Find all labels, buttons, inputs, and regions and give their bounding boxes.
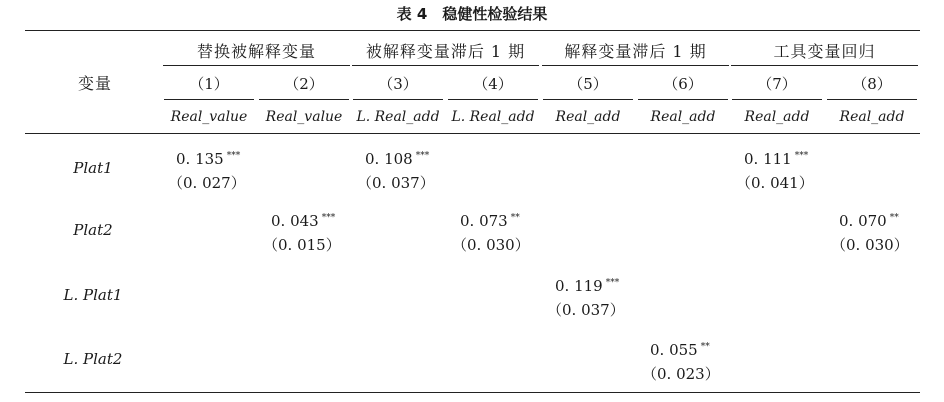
standard-error: （0. 030） <box>452 236 530 254</box>
dependent-var: Real_add <box>839 109 905 125</box>
significance-stars: ** <box>700 342 710 352</box>
coefficient-value: 0. 043 <box>271 212 319 230</box>
header-bottom-rule <box>25 133 920 134</box>
group-header: 被解释变量滞后 1 期 <box>365 42 526 61</box>
top-rule <box>25 30 920 31</box>
column-underline <box>543 99 633 100</box>
column-underline <box>164 99 254 100</box>
coefficient <box>744 150 824 168</box>
group-header: 解释变量滞后 1 期 <box>564 42 707 61</box>
column-underline <box>353 99 443 100</box>
significance-stars: ** <box>510 213 520 223</box>
group-underline <box>731 65 918 66</box>
column-underline <box>732 99 822 100</box>
dependent-var: Real_add <box>744 109 810 125</box>
significance-stars: *** <box>415 151 430 161</box>
column-number: （2） <box>284 75 324 93</box>
dependent-var: Real_add <box>555 109 621 125</box>
coefficient-value: 0. 108 <box>365 150 413 168</box>
significance-stars: *** <box>321 213 336 223</box>
significance-stars: *** <box>605 278 620 288</box>
coefficient-value: 0. 111 <box>744 150 792 168</box>
coefficient <box>650 341 730 359</box>
row-label: L. Plat1 <box>63 286 123 304</box>
bottom-rule <box>25 392 920 393</box>
standard-error: （0. 037） <box>357 174 435 192</box>
significance-stars: *** <box>226 151 241 161</box>
column-number: （7） <box>757 75 797 93</box>
row-label: Plat2 <box>73 221 113 239</box>
standard-error: （0. 027） <box>168 174 246 192</box>
standard-error: （0. 023） <box>642 365 720 383</box>
dependent-var: Real_value <box>265 109 343 125</box>
column-number: （3） <box>378 75 418 93</box>
column-number: （8） <box>852 75 892 93</box>
coefficient <box>839 212 919 230</box>
column-number: （6） <box>663 75 703 93</box>
coefficient-value: 0. 119 <box>555 277 603 295</box>
coefficient-value: 0. 055 <box>650 341 698 359</box>
coefficient-value: 0. 135 <box>176 150 224 168</box>
group-header: 替换被解释变量 <box>196 42 316 61</box>
coefficient <box>555 277 635 295</box>
column-underline <box>827 99 917 100</box>
row-label: Plat1 <box>73 159 113 177</box>
column-underline <box>259 99 349 100</box>
group-underline <box>163 65 350 66</box>
column-number: （1） <box>189 75 229 93</box>
row-label: L. Plat2 <box>63 350 123 368</box>
dependent-var: Real_add <box>650 109 716 125</box>
table-title: 表 4 稳健性检验结果 <box>396 5 548 23</box>
significance-stars: *** <box>794 151 809 161</box>
standard-error: （0. 037） <box>547 301 625 319</box>
column-underline <box>638 99 728 100</box>
coefficient <box>460 212 540 230</box>
coefficient-value: 0. 073 <box>460 212 508 230</box>
standard-error: （0. 041） <box>736 174 814 192</box>
standard-error: （0. 030） <box>831 236 909 254</box>
column-number: （4） <box>473 75 513 93</box>
group-underline <box>352 65 539 66</box>
group-underline <box>542 65 729 66</box>
standard-error: （0. 015） <box>263 236 341 254</box>
coefficient <box>271 212 351 230</box>
significance-stars: ** <box>889 213 899 223</box>
dependent-var: L. Real_add <box>356 109 440 125</box>
column-number: （5） <box>568 75 608 93</box>
coefficient-value: 0. 070 <box>839 212 887 230</box>
coefficient <box>365 150 445 168</box>
dependent-var: L. Real_add <box>451 109 535 125</box>
stub-header: 变量 <box>77 74 112 93</box>
dependent-var: Real_value <box>170 109 248 125</box>
column-underline <box>448 99 538 100</box>
coefficient <box>176 150 256 168</box>
group-header: 工具变量回归 <box>773 42 876 61</box>
